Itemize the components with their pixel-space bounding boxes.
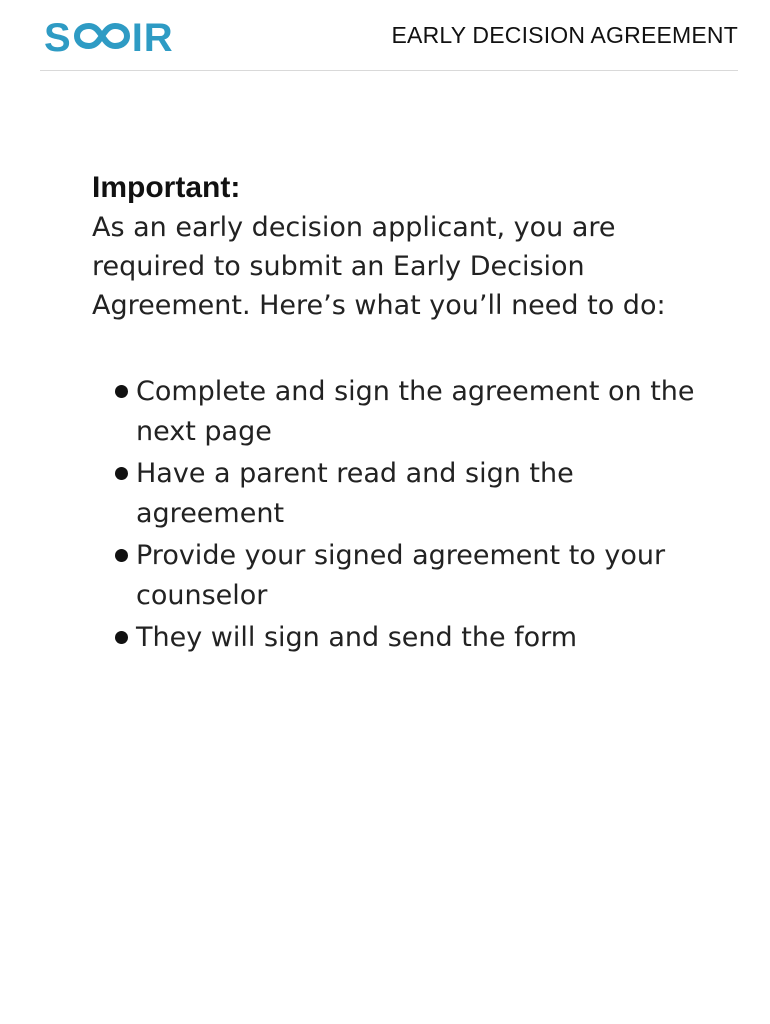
list-item	[114, 372, 712, 452]
instructions-section	[92, 168, 712, 660]
step-text: Provide your signed agreement to your counselor	[136, 540, 666, 611]
bullet-icon	[115, 467, 128, 480]
bullet-icon	[115, 385, 128, 398]
logo-letter-s: S	[44, 16, 72, 60]
step-text: Complete and sign the agreement on the next page	[136, 376, 695, 447]
step-text: Have a parent read and sign the agreement	[136, 458, 574, 529]
steps-list	[92, 372, 712, 658]
document-title: EARLY DECISION AGREEMENT	[391, 22, 738, 48]
logo-infinity-icon	[74, 18, 130, 58]
page-header	[40, 0, 738, 71]
step-text: They will sign and send the form	[136, 622, 578, 653]
list-item	[114, 536, 712, 616]
logo-letters-ir: IR	[131, 16, 174, 60]
important-heading: Important:	[92, 171, 241, 204]
bullet-icon	[115, 549, 128, 562]
bullet-icon	[115, 631, 128, 644]
list-item	[114, 454, 712, 534]
scoir-logo	[44, 16, 174, 60]
list-item	[114, 618, 712, 658]
intro-paragraph: As an early decision applicant, you are required to submit an Early Decision Agreement. Here’s what you’ll need to do:	[92, 212, 666, 321]
